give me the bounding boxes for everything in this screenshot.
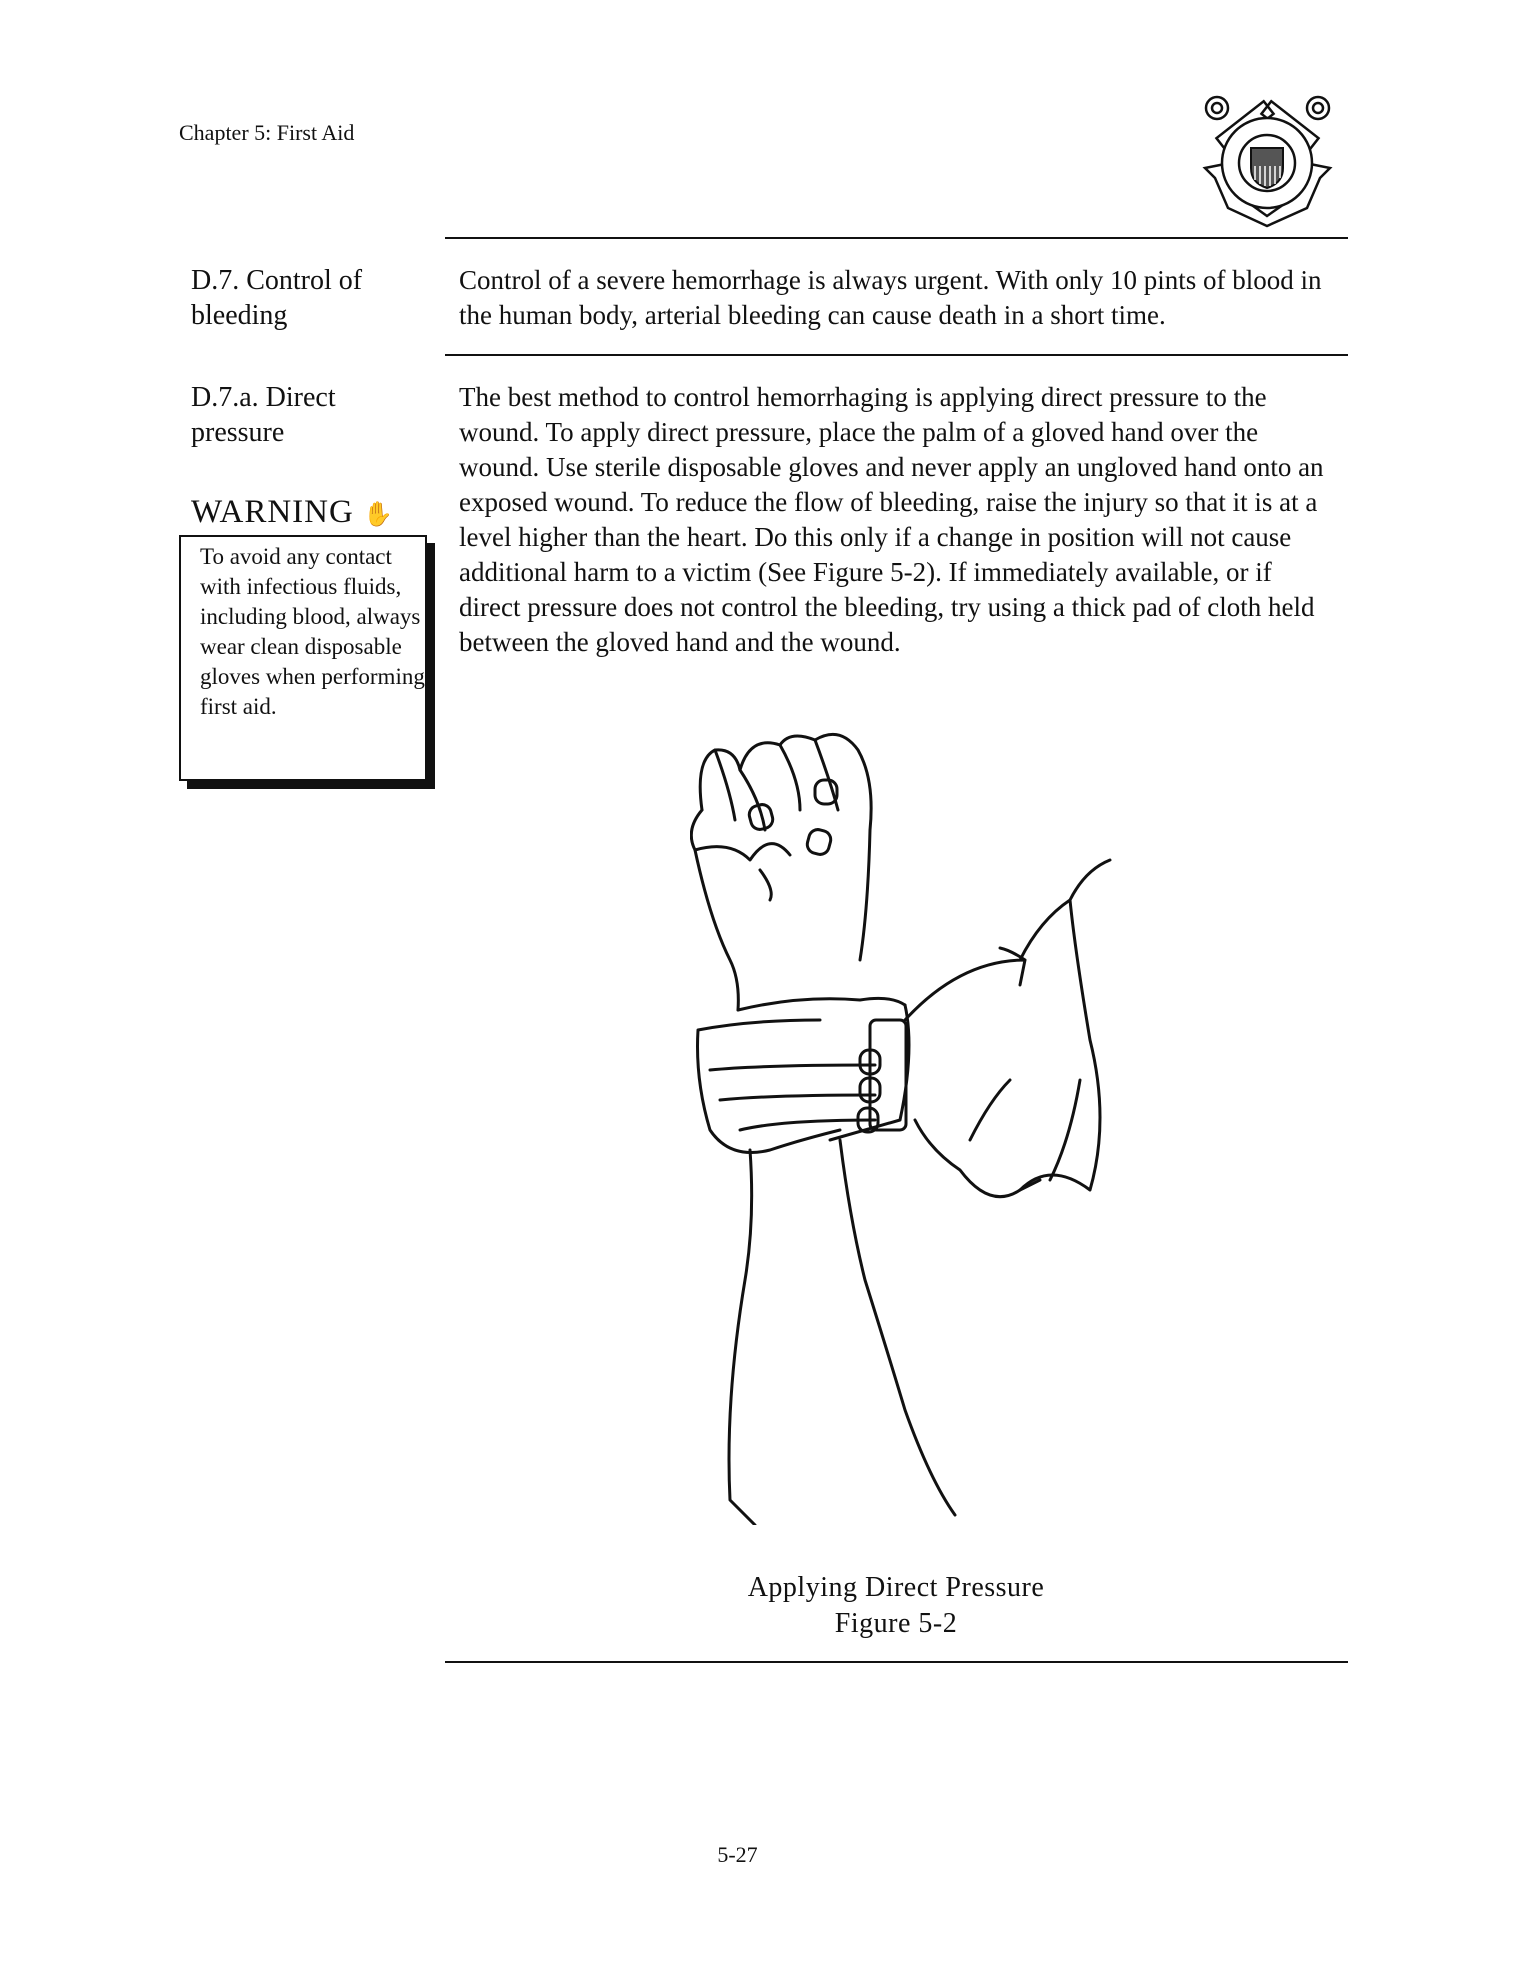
warning-box: To avoid any contact with infectious fluids, including blood, always wear clean disposable gloves when performing first aid. xyxy=(179,535,427,781)
section-label-control-of-bleeding: D.7. Control of bleeding xyxy=(191,265,363,331)
figure-number: Figure 5-2 xyxy=(834,1608,958,1639)
figure-caption: Applying Direct Pressure xyxy=(747,1572,1045,1603)
direct-pressure-illustration xyxy=(690,720,1130,1525)
warning-title: WARNING xyxy=(191,494,354,530)
divider xyxy=(445,354,1348,356)
divider xyxy=(445,1661,1348,1663)
section-label-direct-pressure: D.7.a. Direct pressure xyxy=(191,382,336,448)
coast-guard-seal-logo xyxy=(1195,88,1340,228)
warning-heading xyxy=(191,494,394,531)
page-number: 5-27 xyxy=(717,1842,758,1867)
section-text-direct-pressure: The best method to control hemorrhaging is applying direct pressure to the wound. To apply direct pressure, place the palm of a gloved hand over the wound. Use sterile disposable gloves and never apply an ungloved hand onto an exposed wound. To reduce the flow of bleeding, raise the injury so that it is at a level higher than the heart. Do this only if a change in position will not cause additional harm to a victim (See Figure 5-2). If immediately available, or if direct pressure does not control the bleeding, try using a thick pad of cloth held between the gloved hand and the wound. xyxy=(459,382,1324,657)
chapter-header: Chapter 5: First Aid xyxy=(179,120,355,145)
hand-stop-icon: ✋ xyxy=(363,502,394,528)
section-text-control-of-bleeding: Control of a severe hemorrhage is always urgent. With only 10 pints of blood in the human body, arterial bleeding can cause death in a short time. xyxy=(459,265,1322,330)
divider xyxy=(445,237,1348,239)
